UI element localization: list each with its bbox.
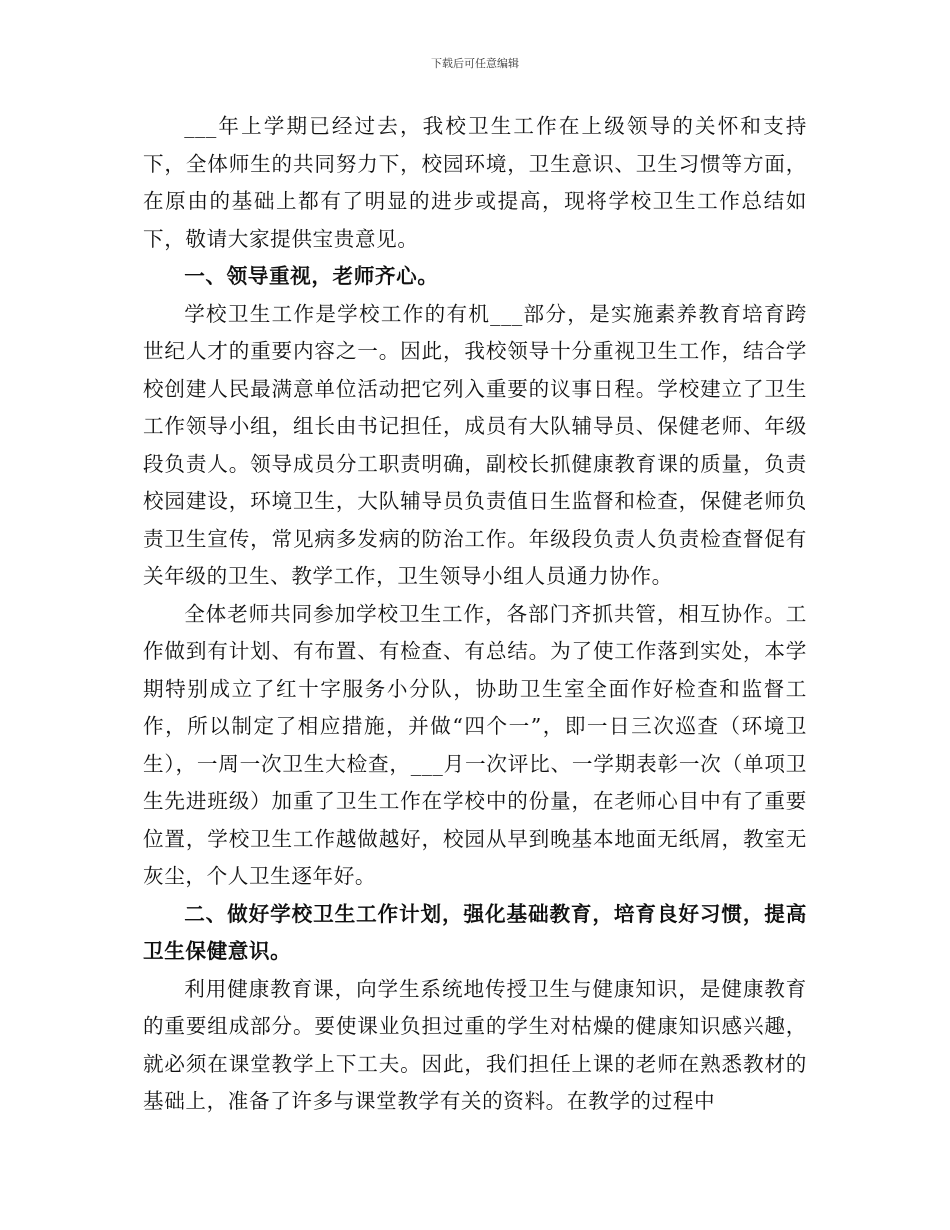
- download-note: 下载后可任意编辑: [431, 57, 519, 70]
- section-1-paragraph-2: 全体老师共同参加学校卫生工作，各部门齐抓共管，相互协作。工作做到有计划、有布置、有检查、有总结。为了使工作落到实处，本学期特别成立了红十字服务小分队，协助卫生室全面作好检查和监督工作，所以制定了相应措施，并做“四个一”，即一日三次巡查（环境卫生），一周一次卫生大检查，___月一次评比、一学期表彰一次（单项卫生先进班级）加重了卫生工作在学校中的份量，在老师心目中有了重要位置，学校卫生工作越做越好，校园从早到晚基本地面无纸屑，教室无灰尘，个人卫生逐年好。: [143, 601, 807, 888]
- document-body: [143, 108, 807, 1121]
- section-1-paragraph-1: 学校卫生工作是学校工作的有机___部分，是实施素养教育培育跨世纪人才的重要内容之一。因此，我校领导十分重视卫生工作，结合学校创建人民最满意单位活动把它列入重要的议事日程。学校建立了卫生工作领导小组，组长由书记担任，成员有大队辅导员、保健老师、年级段负责人。领导成员分工职责明确，副校长抓健康教育课的质量，负责校园建设，环境卫生，大队辅导员负责值日生监督和检查，保健老师负责卫生宣传，常见病多发病的防治工作。年级段负责人负责检查督促有关年级的卫生、教学工作，卫生领导小组人员通力协作。: [143, 301, 807, 588]
- section-1-heading: 一、领导重视，老师齐心。: [184, 264, 439, 288]
- intro-paragraph: ___年上学期已经过去，我校卫生工作在上级领导的关怀和支持下，全体师生的共同努力下，校园环境，卫生意识、卫生习惯等方面，在原由的基础上都有了明显的进步或提高，现将学校卫生工作总结如下，敬请大家提供宝贵意见。: [143, 114, 807, 251]
- section-2-heading: 二、做好学校卫生工作计划，强化基础教育，培育良好习惯，提高卫生保健意识。: [143, 901, 807, 963]
- section-2-paragraph-1: 利用健康教育课，向学生系统地传授卫生与健康知识，是健康教育的重要组成部分。要使课业负担过重的学生对枯燥的健康知识感兴趣，就必须在课堂教学上下工夫。因此，我们担任上课的老师在熟悉教材的基础上，准备了许多与课堂教学有关的资料。在教学的过程中: [143, 976, 807, 1113]
